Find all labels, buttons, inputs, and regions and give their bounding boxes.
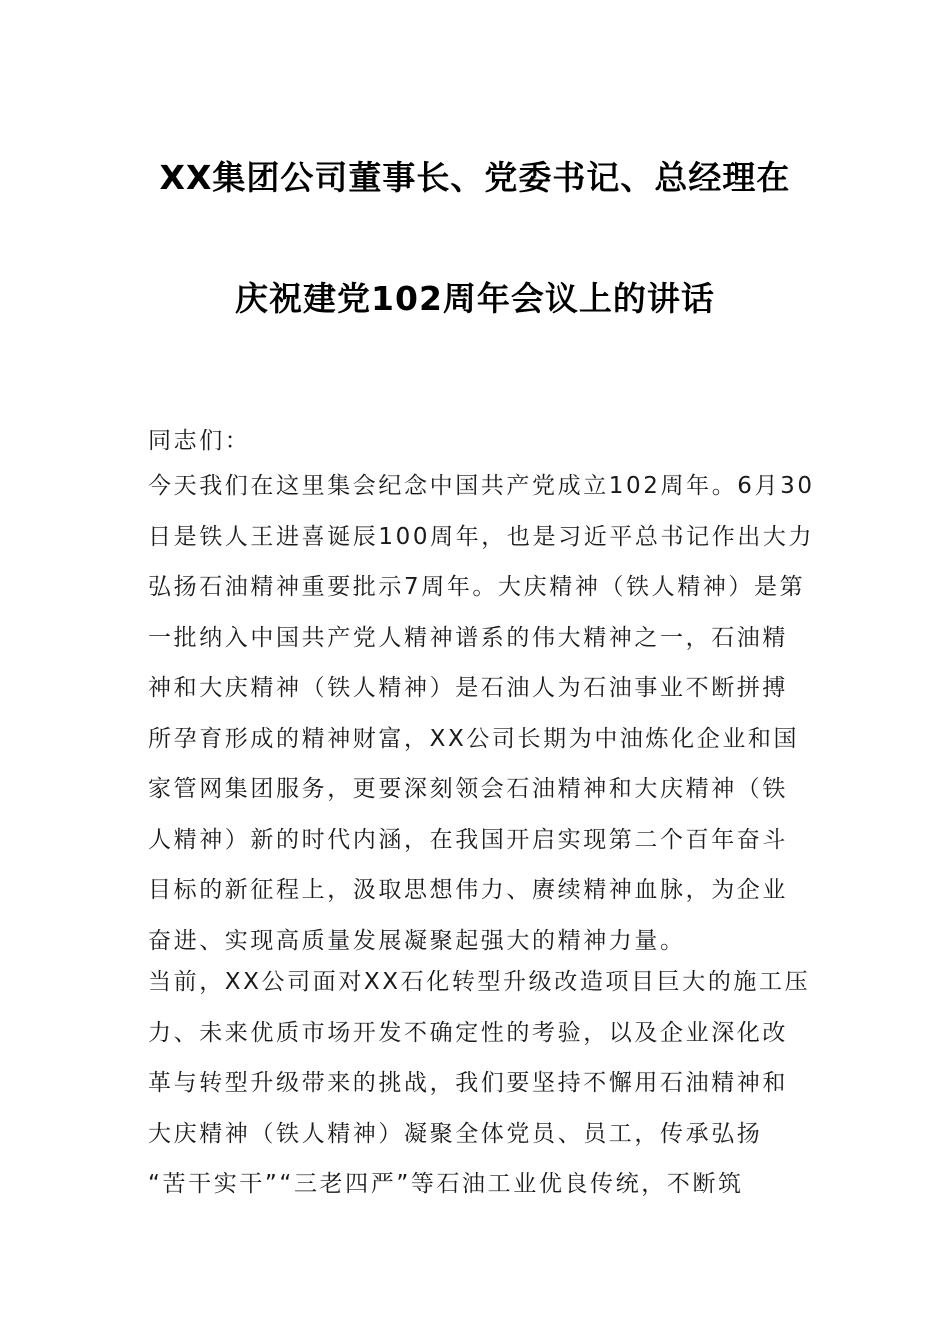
- paragraph-line: 一批纳入中国共产党人精神谱系的伟大精神之一，石油精: [148, 624, 788, 651]
- paragraph-line: 日是铁人王进喜诞辰100周年，也是习近平总书记作出大力: [148, 523, 815, 550]
- document-title-line-1: XX集团公司董事长、党委书记、总经理在: [159, 158, 791, 197]
- paragraph-line: 奋进、实现高质量发展凝聚起强大的精神力量。: [148, 927, 686, 954]
- paragraph-line: 当前，XX公司面对XX石化转型升级改造项目巨大的施工压: [148, 969, 811, 995]
- paragraph-line: 力、未来优质市场开发不确定性的考验，以及企业深化改: [148, 1019, 788, 1046]
- paragraph-line: 大庆精神（铁人精神）凝聚全体党员、员工，传承弘扬: [148, 1120, 763, 1147]
- paragraph-2: [148, 957, 811, 1210]
- salutation: 同志们：: [148, 428, 251, 454]
- paragraph-line: 目标的新征程上，汲取思想伟力、赓续精神血脉，为企业: [148, 877, 788, 903]
- paragraph-line: 神和大庆精神（铁人精神）是石油人为石油事业不断拼搏: [148, 675, 788, 701]
- paragraph-1: [148, 461, 815, 966]
- paragraph-line: 家管网集团服务，更要深刻领会石油精神和大庆精神（铁: [148, 776, 788, 802]
- document-title-line-2: 庆祝建党102周年会议上的讲话: [235, 279, 715, 318]
- paragraph-line: 弘扬石油精神重要批示7周年。大庆精神（铁人精神）是第: [148, 574, 806, 600]
- paragraph-line: 人精神）新的时代内涵，在我国开启实现第二个百年奋斗: [148, 826, 788, 853]
- paragraph-line: 所孕育形成的精神财富，XX公司长期为中油炼化企业和国: [148, 725, 800, 752]
- paragraph-line: 今天我们在这里集会纪念中国共产党成立102周年。6月30: [148, 473, 815, 499]
- paragraph-line: 革与转型升级带来的挑战，我们要坚持不懈用石油精神和: [148, 1070, 788, 1096]
- paragraph-line: “苦干实干”“三老四严”等石油工业优良传统，不断筑: [148, 1171, 744, 1197]
